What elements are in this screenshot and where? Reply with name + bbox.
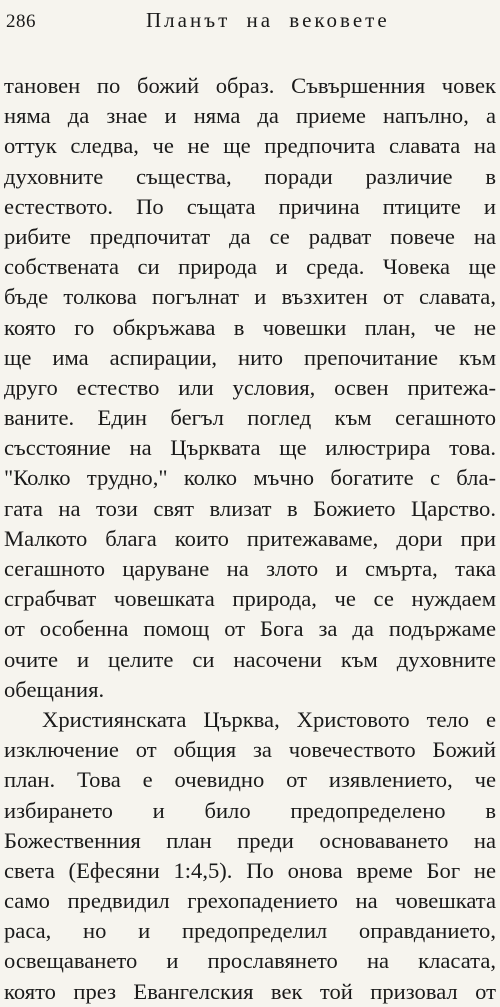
text-line: оттук следва, че не ще предпочита славата на	[4, 133, 496, 159]
text-line: освещаването и прославянето на класата,	[4, 948, 496, 974]
text-line: съсстояние на Църквата ще илюстрира това.	[4, 435, 496, 461]
text-line: Християнската Църква, Христовото тело е	[42, 706, 496, 732]
text-line: обещания.	[4, 676, 105, 702]
text-line: сграбчват човешката природа, че се нуждаем	[4, 586, 496, 612]
text-line: ще има аспирации, нито препочитание към	[4, 344, 496, 370]
text-line: света (Ефесяни 1:4,5). По онова време Бог не	[4, 857, 496, 883]
text-line: изключение от общия за човечеството Божий	[4, 737, 496, 763]
text-line: очите и целите си насочени към духовните	[4, 646, 496, 672]
text-line: "Колко трудно," колко мъчно богатите с бла-	[4, 465, 496, 491]
page-number: 286	[6, 11, 36, 32]
text-line: Божественния план преди основаването на	[4, 827, 496, 853]
text-line: друго естество или условия, освен притежа-	[4, 374, 496, 400]
text-line: която през Евангелския век той призовал от	[4, 978, 496, 1004]
text-line: от особенна помощ от Бога за да подържаме	[4, 616, 496, 642]
text-line: рибите предпочитат да се радват повече на	[4, 223, 496, 249]
text-line: която го обкръжава в човешки план, че не	[4, 314, 496, 340]
text-line: няма да знае и няма да приеме напълно, а	[4, 103, 496, 129]
running-title: Планът на вековете	[146, 8, 390, 32]
text-line: естеството. По същата причина птиците и	[4, 193, 496, 219]
text-line: само предвидил грехопадението на човешката	[4, 888, 496, 914]
text-line: бъде толкова погълнат и възхитен от славата,	[4, 284, 496, 310]
text-line: избирането и било предопределено в	[4, 797, 496, 823]
paragraph	[4, 705, 496, 1007]
text-line: сегашното царуване на злото и смърта, така	[4, 556, 496, 581]
text-line: гата на този свят влизат в Божието Царство.	[4, 495, 496, 521]
body-text	[4, 71, 496, 1007]
text-line: Малкото блага които притежаваме, дори при	[4, 525, 496, 551]
text-line: план. Това е очевидно от изявлението, че	[4, 767, 496, 793]
paragraph	[4, 71, 496, 705]
page-header	[0, 8, 500, 38]
text-line: раса, но и предопределил оправданието,	[4, 918, 496, 944]
text-line: ваните. Един бегъл поглед към сегашното	[4, 405, 496, 431]
text-line: духовните същества, поради различие в	[4, 163, 496, 189]
text-line: тановен по божий образ. Съвършенния човек	[4, 73, 496, 98]
text-line: собствената си природа и среда. Човека ще	[4, 254, 496, 280]
